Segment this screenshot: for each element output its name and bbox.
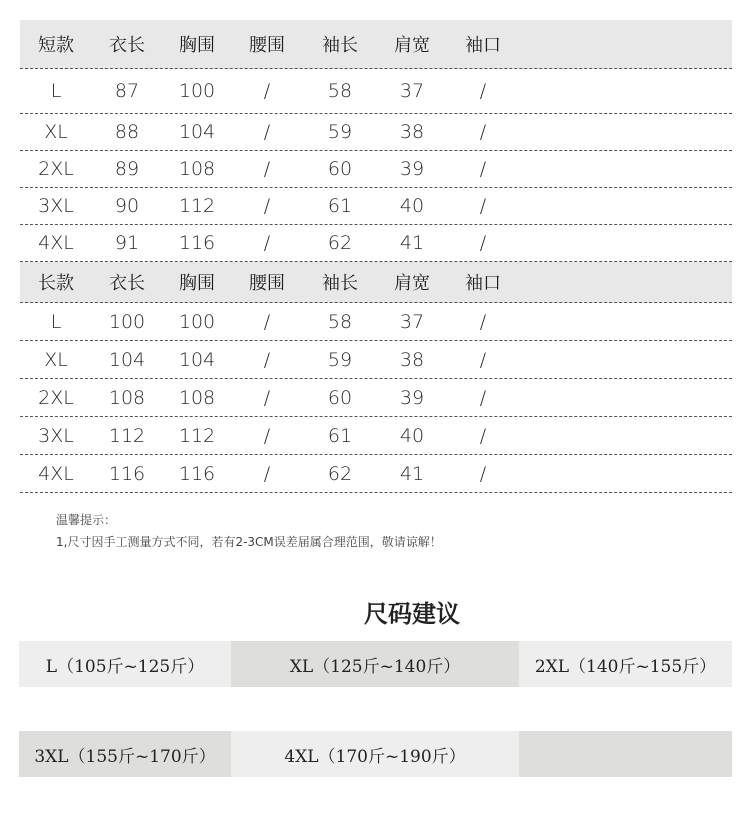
shoulder-cell: 38: [399, 121, 425, 143]
size-cell: XL: [44, 348, 68, 371]
header-style: 长款: [38, 273, 74, 294]
length-cell: 104: [108, 348, 146, 371]
length-cell: 116: [108, 462, 146, 485]
waist-cell: /: [263, 80, 271, 102]
cuff-cell: /: [479, 424, 487, 447]
size-cell: 4XL: [38, 232, 74, 254]
size-cell: 4XL: [38, 462, 74, 485]
chest-cell: 104: [178, 348, 216, 371]
long-row-4xl: [20, 455, 732, 493]
long-row-xl: [20, 341, 732, 379]
short-row-xl: [20, 114, 732, 151]
length-cell: 90: [114, 195, 140, 217]
sleeve-cell: 58: [327, 80, 353, 102]
short-table-header: [20, 20, 732, 69]
header-shoulder: 肩宽: [394, 35, 430, 56]
waist-cell: /: [263, 386, 271, 409]
length-cell: 91: [114, 232, 140, 254]
size-cell: XL: [44, 121, 68, 143]
waist-cell: /: [263, 310, 271, 333]
header-cuff: 袖口: [465, 35, 501, 56]
notes-line-1: 1,尺寸因手工测量方式不同，若有2-3CM误差届属合理范围，敬请谅解！: [56, 535, 442, 549]
cuff-cell: /: [479, 310, 487, 333]
recommendation-cell-4xl: 4XL（170斤~190斤）: [231, 731, 519, 777]
length-cell: 100: [108, 310, 146, 333]
cuff-cell: /: [479, 158, 487, 180]
sleeve-cell: 58: [327, 310, 353, 333]
header-waist: 腰围: [249, 35, 285, 56]
recommendation-cell-xl: XL（125斤~140斤）: [231, 641, 519, 687]
chest-cell: 112: [178, 195, 216, 217]
recommendation-cell-3xl: 3XL（155斤~170斤）: [19, 731, 231, 777]
chest-cell: 104: [178, 121, 216, 143]
sleeve-cell: 60: [327, 386, 353, 409]
cuff-cell: /: [479, 348, 487, 371]
shoulder-cell: 37: [399, 80, 425, 102]
sleeve-cell: 62: [327, 232, 353, 254]
short-row-4xl: [20, 225, 732, 262]
shoulder-cell: 37: [399, 310, 425, 333]
size-cell: L: [50, 80, 62, 102]
chest-cell: 116: [178, 232, 216, 254]
recommendation-title: 尺码建议: [364, 600, 460, 628]
recommendation-cell-empty: [519, 731, 732, 777]
waist-cell: /: [263, 158, 271, 180]
length-cell: 89: [114, 158, 140, 180]
long-table-header: [20, 262, 732, 303]
sleeve-cell: 61: [327, 195, 353, 217]
shoulder-cell: 41: [399, 462, 425, 485]
sleeve-cell: 61: [327, 424, 353, 447]
cuff-cell: /: [479, 386, 487, 409]
header-shoulder: 肩宽: [394, 273, 430, 294]
header-chest: 胸围: [179, 273, 215, 294]
size-cell: 3XL: [38, 195, 74, 217]
header-waist: 腰围: [249, 273, 285, 294]
header-style: 短款: [38, 35, 74, 56]
recommendation-cell-2xl: 2XL（140斤~155斤）: [519, 641, 732, 687]
chest-cell: 112: [178, 424, 216, 447]
notes: [56, 509, 442, 553]
short-row-2xl: [20, 151, 732, 188]
length-cell: 112: [108, 424, 146, 447]
header-length: 衣长: [109, 273, 145, 294]
cuff-cell: /: [479, 80, 487, 102]
waist-cell: /: [263, 348, 271, 371]
length-cell: 108: [108, 386, 146, 409]
sleeve-cell: 59: [327, 348, 353, 371]
size-cell: L: [50, 310, 62, 333]
waist-cell: /: [263, 462, 271, 485]
header-length: 衣长: [109, 35, 145, 56]
notes-title: 温馨提示：: [56, 513, 117, 527]
shoulder-cell: 39: [399, 158, 425, 180]
waist-cell: /: [263, 121, 271, 143]
size-cell: 2XL: [38, 158, 74, 180]
cuff-cell: /: [479, 195, 487, 217]
shoulder-cell: 41: [399, 232, 425, 254]
long-row-3xl: [20, 417, 732, 455]
waist-cell: /: [263, 424, 271, 447]
cuff-cell: /: [479, 121, 487, 143]
waist-cell: /: [263, 232, 271, 254]
chest-cell: 108: [178, 386, 216, 409]
shoulder-cell: 38: [399, 348, 425, 371]
cuff-cell: /: [479, 462, 487, 485]
header-chest: 胸围: [179, 35, 215, 56]
recommendation-cell-l: L（105斤~125斤）: [19, 641, 231, 687]
chest-cell: 100: [178, 80, 216, 102]
short-row-3xl: [20, 188, 732, 225]
short-row-l: [20, 69, 732, 114]
shoulder-cell: 40: [399, 195, 425, 217]
length-cell: 88: [114, 121, 140, 143]
sleeve-cell: 59: [327, 121, 353, 143]
header-cuff: 袖口: [465, 273, 501, 294]
sleeve-cell: 62: [327, 462, 353, 485]
chest-cell: 108: [178, 158, 216, 180]
chest-cell: 100: [178, 310, 216, 333]
cuff-cell: /: [479, 232, 487, 254]
header-sleeve: 袖长: [322, 273, 358, 294]
length-cell: 87: [114, 80, 140, 102]
shoulder-cell: 40: [399, 424, 425, 447]
long-row-2xl: [20, 379, 732, 417]
long-row-l: [20, 303, 732, 341]
size-cell: 2XL: [38, 386, 74, 409]
header-sleeve: 袖长: [322, 35, 358, 56]
chest-cell: 116: [178, 462, 216, 485]
sleeve-cell: 60: [327, 158, 353, 180]
size-cell: 3XL: [38, 424, 74, 447]
waist-cell: /: [263, 195, 271, 217]
shoulder-cell: 39: [399, 386, 425, 409]
